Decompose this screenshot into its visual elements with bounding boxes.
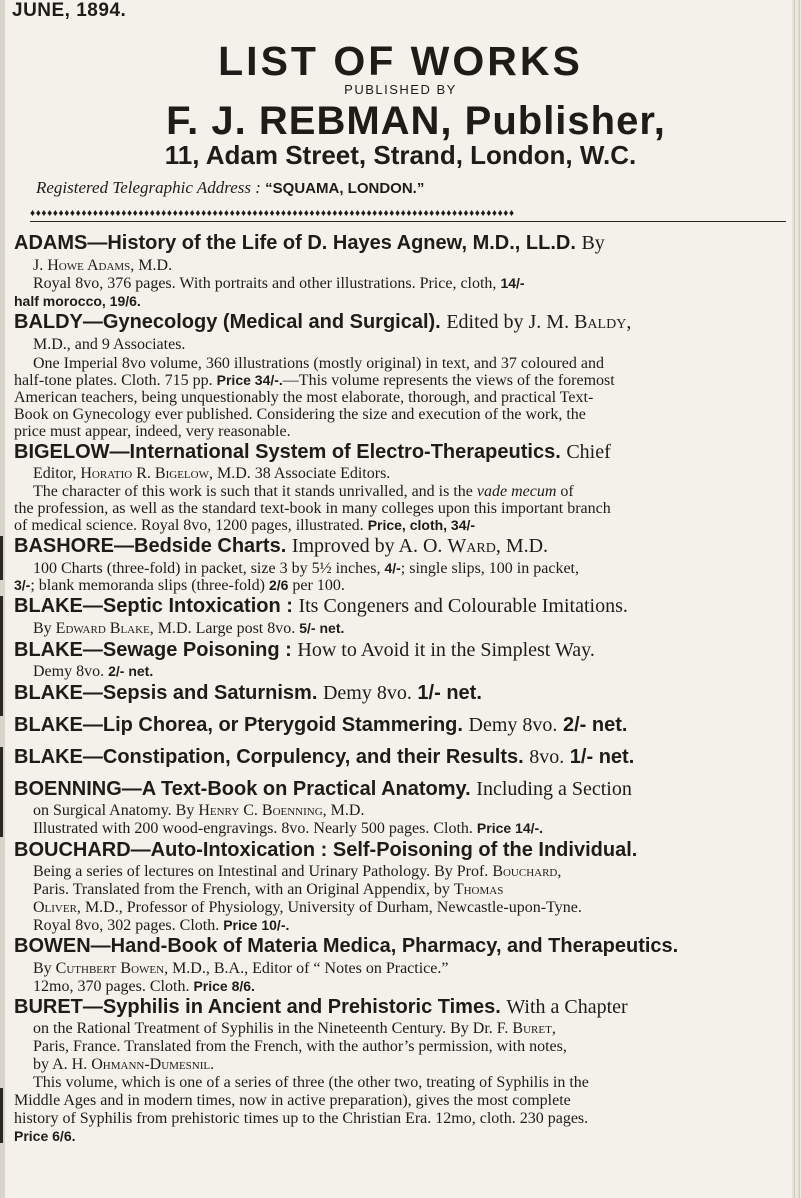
work-description-line: [33, 961, 448, 977]
text-run: 3/-: [14, 577, 31, 593]
work-heading: [14, 640, 595, 660]
text-run: vade mecum: [476, 483, 557, 500]
text-run: of medical science. Royal 8vo, 1200 pages, illustrated.: [14, 517, 368, 534]
work-description-line: [33, 356, 604, 372]
work-description-line: [33, 484, 574, 500]
text-run: 12mo, 370 pages. Cloth.: [33, 978, 194, 995]
telegraph-value: “SQUAMA, LONDON.”: [265, 180, 425, 197]
text-run: 100 Charts (three-fold) in packet, size 3 by 5½ inches,: [33, 560, 385, 577]
work-description-line: [33, 466, 390, 482]
work-description-line: [14, 390, 593, 406]
text-run: BLAKE—Sepsis and Saturnism.: [14, 682, 318, 704]
text-run: Price 14/-.: [476, 820, 544, 836]
issue-date: JUNE, 1894.: [12, 0, 127, 21]
work-description-line: [14, 373, 615, 389]
text-run: 1/- net.: [564, 746, 635, 768]
text-run: Buret,: [512, 1020, 556, 1037]
text-run: per 100.: [288, 577, 345, 594]
text-run: of: [556, 483, 574, 500]
work-description-line: [14, 294, 141, 310]
text-run: by A. H.: [33, 1056, 92, 1073]
work-description-line: [14, 424, 291, 440]
text-run: BOWEN—Hand-Book of Materia Medica, Pharmacy, and Therapeutics.: [14, 935, 679, 957]
text-run: Improved by A. O.: [291, 535, 448, 557]
ornamental-rule: ♦♦♦♦♦♦♦♦♦♦♦♦♦♦♦♦♦♦♦♦♦♦♦♦♦♦♦♦♦♦♦♦♦♦♦♦♦♦♦♦♦♦♦♦♦♦♦♦♦♦♦♦♦♦♦♦♦♦♦♦♦♦♦♦♦♦♦♦♦♦♦♦♦♦♦♦♦♦♦♦♦♦♦♦♦: [30, 209, 786, 222]
text-run: How to Avoid it in the Simplest Way.: [297, 639, 595, 661]
work-description-line: [14, 578, 345, 594]
published-by-label: PUBLISHED BY: [344, 82, 457, 97]
text-run: BURET—Syphilis in Ancient and Prehistoric Times.: [14, 996, 501, 1018]
text-run: BIGELOW—International System of Electro-Therapeutics.: [14, 441, 561, 463]
text-run: Price 34/-.: [216, 372, 283, 388]
text-run: Demy 8vo.: [468, 714, 558, 736]
text-run: Henry C. Boenning,: [198, 802, 327, 819]
work-heading: [14, 715, 627, 735]
text-run: Book on Gynecology ever published. Considering the size and execution of the work, the: [14, 406, 586, 423]
text-run: Paris. Translated from the French, with an Original Appendix, by: [33, 881, 454, 898]
text-run: Demy 8vo.: [322, 682, 412, 704]
text-run: By: [33, 620, 56, 637]
text-run: —This volume represents the views of the foremost: [282, 372, 615, 389]
work-description-line: [14, 1129, 76, 1145]
text-run: on the Rational Treatment of Syphilis in the Nineteenth Century. By Dr. F.: [33, 1020, 513, 1037]
text-run: Edward Blake,: [55, 620, 154, 637]
work-description-line: [33, 821, 543, 837]
work-description-line: [33, 918, 289, 934]
work-description-line: [14, 518, 475, 534]
text-run: Ohmann-Dumesnil.: [91, 1056, 215, 1073]
text-run: the profession, as well as the standard text-book in many colleges upon this important branch: [14, 500, 611, 517]
text-run: M.D.: [326, 802, 365, 819]
page-right-edge: [792, 0, 801, 1198]
text-run: M.D., B.A., Editor of “ Notes on Practice.”: [168, 960, 449, 977]
text-run: Paris, France. Translated from the French, with the author’s permission, with notes,: [33, 1038, 567, 1055]
margin-bar: [0, 747, 3, 837]
work-heading: [14, 442, 611, 462]
work-description-line: [14, 1111, 588, 1127]
margin-bar: [0, 536, 3, 580]
work-heading: [14, 779, 632, 799]
text-run: 5/- net.: [299, 620, 345, 636]
text-run: 14/-: [500, 275, 525, 291]
text-run: The character of this work is such that it stands unrivalled, and is the: [33, 483, 477, 500]
text-run: 2/- net.: [557, 714, 628, 736]
work-description-line: [33, 882, 503, 898]
text-run: BLAKE—Lip Chorea, or Pterygoid Stammering.: [14, 714, 463, 736]
text-run: Middle Ages and in modern times, now in active preparation), gives the most complete: [14, 1092, 571, 1109]
telegraph-address: [36, 178, 424, 198]
text-run: half morocco, 19/6.: [14, 293, 141, 309]
work-description-line: [14, 1093, 571, 1109]
text-run: Thomas: [453, 881, 504, 898]
work-description-line: [33, 337, 185, 353]
work-description-line: [14, 407, 586, 423]
work-description-line: [33, 900, 582, 916]
text-run: BOUCHARD—Auto-Intoxication : Self-Poisoning of the Individual.: [14, 839, 638, 861]
text-run: BLAKE—Constipation, Corpulency, and their Results.: [14, 746, 524, 768]
text-run: Including a Section: [476, 778, 632, 800]
publisher-address: 11, Adam Street, Strand, London, W.C.: [164, 140, 637, 170]
work-heading: [14, 997, 628, 1017]
work-description-line: [33, 864, 561, 880]
text-run: Baldy,: [574, 311, 632, 333]
work-description-line: [14, 501, 611, 517]
work-description-line: [33, 1021, 556, 1037]
work-description-line: [33, 979, 255, 995]
text-run: One Imperial 8vo volume, 360 illustrations (mostly original) in text, and 37 coloured and: [33, 355, 604, 372]
work-heading: [14, 840, 637, 860]
work-heading: [14, 233, 605, 253]
text-run: BLAKE—Septic Intoxication :: [14, 595, 293, 617]
page-title: LIST OF WORKS: [218, 38, 583, 84]
text-run: Oliver,: [33, 899, 81, 916]
work-description-line: [33, 803, 364, 819]
work-heading: [14, 312, 631, 332]
text-run: 8vo.: [529, 746, 565, 768]
work-description-line: [33, 621, 344, 637]
work-description-line: [33, 664, 153, 680]
text-run: Horatio R. Bigelow,: [80, 465, 213, 482]
text-run: By: [581, 232, 605, 254]
publisher-name: F. J. REBMAN, Publisher,: [166, 99, 666, 143]
text-run: M.D. 38 Associate Editors.: [212, 465, 391, 482]
text-run: Illustrated with 200 wood-engravings. 8vo. Nearly 500 pages. Cloth.: [33, 820, 477, 837]
text-run: ADAMS—History of the Life of D. Hayes Agnew, M.D., LL.D.: [14, 232, 576, 254]
text-run: 2/6: [268, 577, 289, 593]
text-run: M.D. Large post 8vo.: [153, 620, 300, 637]
text-run: American teachers, being unquestionably the most elaborate, thorough, and practical Text-: [14, 389, 594, 406]
margin-bar: [0, 1088, 3, 1143]
text-run: Royal 8vo, 376 pages. With portraits and other illustrations. Price, cloth,: [33, 275, 501, 292]
text-run: M.D.: [500, 535, 549, 557]
text-run: Chief: [566, 441, 611, 463]
text-run: Edited by J. M.: [446, 311, 575, 333]
text-run: BALDY—Gynecology (Medical and Surgical).: [14, 311, 441, 333]
text-run: Ward,: [447, 535, 501, 557]
text-run: Its Congeners and Colourable Imitations.: [298, 595, 628, 617]
text-run: 1/- net.: [411, 682, 482, 704]
text-run: history of Syphilis from prehistoric times up to the Christian Era. 12mo, cloth. 230 pages.: [14, 1110, 589, 1127]
text-run: Editor,: [33, 465, 81, 482]
work-heading: [14, 596, 628, 616]
text-run: With a Chapter: [506, 996, 628, 1018]
text-run: BOENNING—A Text-Book on Practical Anatomy.: [14, 778, 471, 800]
text-run: on Surgical Anatomy. By: [33, 802, 199, 819]
margin-bar: [0, 596, 3, 716]
text-run: Bouchard,: [492, 863, 562, 880]
text-run: Demy 8vo.: [33, 663, 109, 680]
text-run: Cuthbert Bowen,: [55, 960, 169, 977]
work-description-line: [33, 1075, 589, 1091]
text-run: half-tone plates. Cloth. 715 pp.: [14, 372, 217, 389]
text-run: 2/- net.: [108, 663, 154, 679]
telegraph-label: Registered Telegraphic Address :: [36, 178, 261, 197]
text-run: BLAKE—Sewage Poisoning :: [14, 639, 292, 661]
text-run: Price, cloth, 34/-: [367, 517, 476, 533]
text-run: Price 10/-.: [223, 917, 290, 933]
text-run: Royal 8vo, 302 pages. Cloth.: [33, 917, 224, 934]
text-run: Price 6/6.: [14, 1128, 76, 1144]
work-description-line: [33, 276, 525, 292]
work-description-line: [33, 1039, 567, 1055]
work-description-line: [33, 1057, 214, 1073]
text-run: By: [33, 960, 56, 977]
text-run: BASHORE—Bedside Charts.: [14, 535, 287, 557]
text-run: ; blank memoranda slips (three-fold): [30, 577, 269, 594]
text-run: price must appear, indeed, very reasonable.: [14, 423, 291, 440]
work-description-line: [33, 561, 579, 577]
work-heading: [14, 936, 678, 956]
work-description-line: [33, 258, 172, 274]
text-run: M.D., Professor of Physiology, University of Durham, Newcastle-upon-Tyne.: [80, 899, 582, 916]
text-run: J. Howe Adams, M.D.: [33, 257, 173, 274]
text-run: ; single slips, 100 in packet,: [400, 560, 579, 577]
text-run: Being a series of lectures on Intestinal and Urinary Pathology. By Prof.: [33, 863, 493, 880]
text-run: 4/-: [384, 560, 401, 576]
work-heading: [14, 683, 482, 703]
work-heading: [14, 747, 634, 767]
work-heading: [14, 536, 548, 556]
text-run: Price 8/6.: [193, 978, 255, 994]
text-run: M.D., and 9 Associates.: [33, 336, 186, 353]
text-run: This volume, which is one of a series of three (the other two, treating of Syphilis in the: [33, 1074, 589, 1091]
